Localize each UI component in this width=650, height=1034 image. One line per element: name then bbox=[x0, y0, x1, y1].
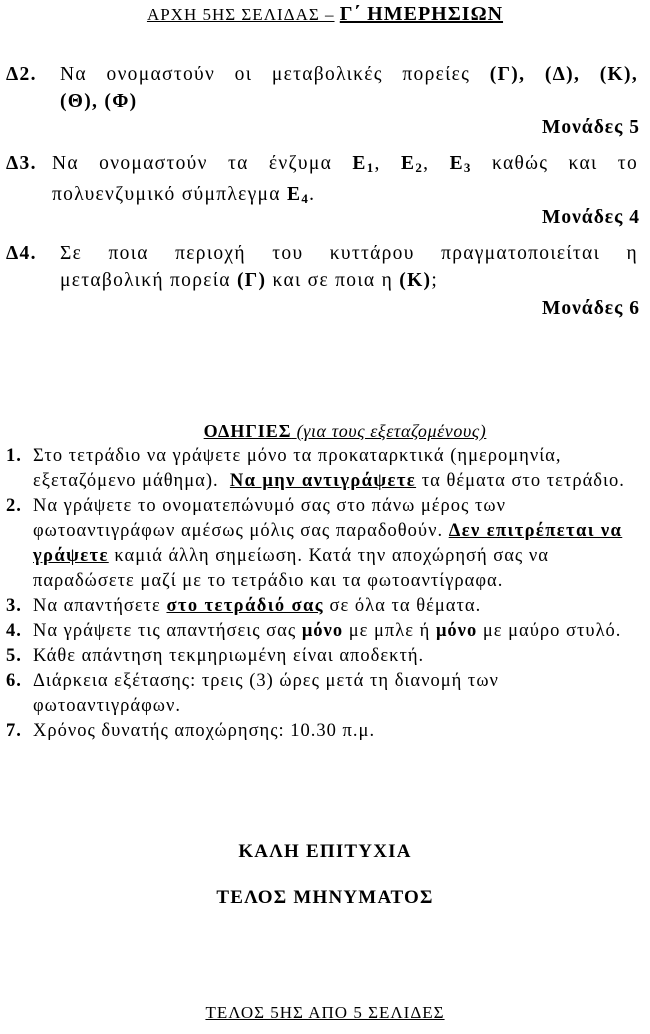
list-item: 7. Χρόνος δυνατής αποχώρησης: 10.30 π.μ. bbox=[6, 721, 376, 741]
question-d2-line2: (Θ), (Φ) bbox=[60, 91, 138, 112]
instructions-list bbox=[6, 444, 640, 744]
question-d3-line2: πολυενζυμικό σύμπλεγμα $E_4$. bbox=[52, 184, 316, 206]
page-header bbox=[0, 3, 650, 26]
marks-d2: Μονάδες 5 bbox=[541, 117, 640, 138]
marks-d4: Μονάδες 6 bbox=[541, 298, 640, 319]
question-d4-line2: μεταβολική πορεία (Γ) και σε ποια η (Κ); bbox=[60, 270, 439, 291]
question-d3-line1: Να ονομαστούν τα ένζυμα $E_1$, $E_2$, $E_3$ καθώς και το bbox=[52, 153, 638, 175]
header-right: Γ΄ ΗΜΕΡΗΣΙΩΝ bbox=[339, 3, 504, 25]
list-item: 3. Να απαντήσετε στο τετράδιό σας σε όλα τα θέματα. bbox=[6, 596, 482, 616]
end-of-message: ΤΕΛΟΣ ΜΗΝΥΜΑΤΟΣ bbox=[216, 887, 434, 908]
question-d4 bbox=[6, 240, 640, 294]
instructions-title: ΟΔΗΓΙΕΣ (για τους εξεταζομένους) bbox=[203, 421, 487, 441]
page-footer: ΤΕΛΟΣ 5ΗΣ ΑΠΟ 5 ΣΕΛΙΔΕΣ bbox=[205, 1003, 445, 1022]
list-item: 5. Κάθε απάντηση τεκμηριωμένη είναι αποδεκτή. bbox=[6, 646, 425, 666]
marks-d3: Μονάδες 4 bbox=[541, 207, 640, 228]
question-number: Δ3. bbox=[6, 153, 37, 174]
list-item: 4. Να γράψετε τις απαντήσεις σας μόνο με μπλε ή μόνο με μαύρο στυλό. bbox=[6, 621, 622, 641]
list-item: 1. Στο τετράδιο να γράψετε μόνο τα προκαταρκτικά (ημερομηνία, εξεταζόμενο μάθημα). Να μην αντιγράψετε τα θέματα στο τετράδιο. bbox=[6, 446, 625, 491]
question-d2 bbox=[6, 61, 640, 115]
question-d4-line1: Σε ποια περιοχή του κυττάρου πραγματοποιείται η bbox=[60, 243, 638, 264]
list-item: 2. Να γράψετε το ονοματεπώνυμό σας στο πάνω μέρος των φωτοαντιγράφων αμέσως μόλις σας παραδοθούν. Δεν επιτρέπεται να γράψετε καμιά άλλη σημείωση. Κατά την αποχώρησή σας να παραδώσετε μαζί με το τετράδιο και τα φωτοαντίγραφα. bbox=[6, 496, 623, 591]
list-item: 6. Διάρκεια εξέτασης: τρεις (3) ώρες μετά τη διανομή των φωτοαντιγράφων. bbox=[6, 671, 499, 716]
question-d2-line1: Να ονομαστούν οι μεταβολικές πορείες (Γ), (Δ), (Κ), bbox=[60, 64, 638, 85]
question-number: Δ2. bbox=[6, 64, 37, 85]
question-number: Δ4. bbox=[6, 243, 37, 264]
header-left: ΑΡΧΗ 5ΗΣ ΣΕΛΙΔΑΣ – bbox=[146, 5, 335, 24]
good-luck: ΚΑΛΗ ΕΠΙΤΥΧΙΑ bbox=[238, 841, 412, 862]
question-d3 bbox=[6, 150, 640, 212]
